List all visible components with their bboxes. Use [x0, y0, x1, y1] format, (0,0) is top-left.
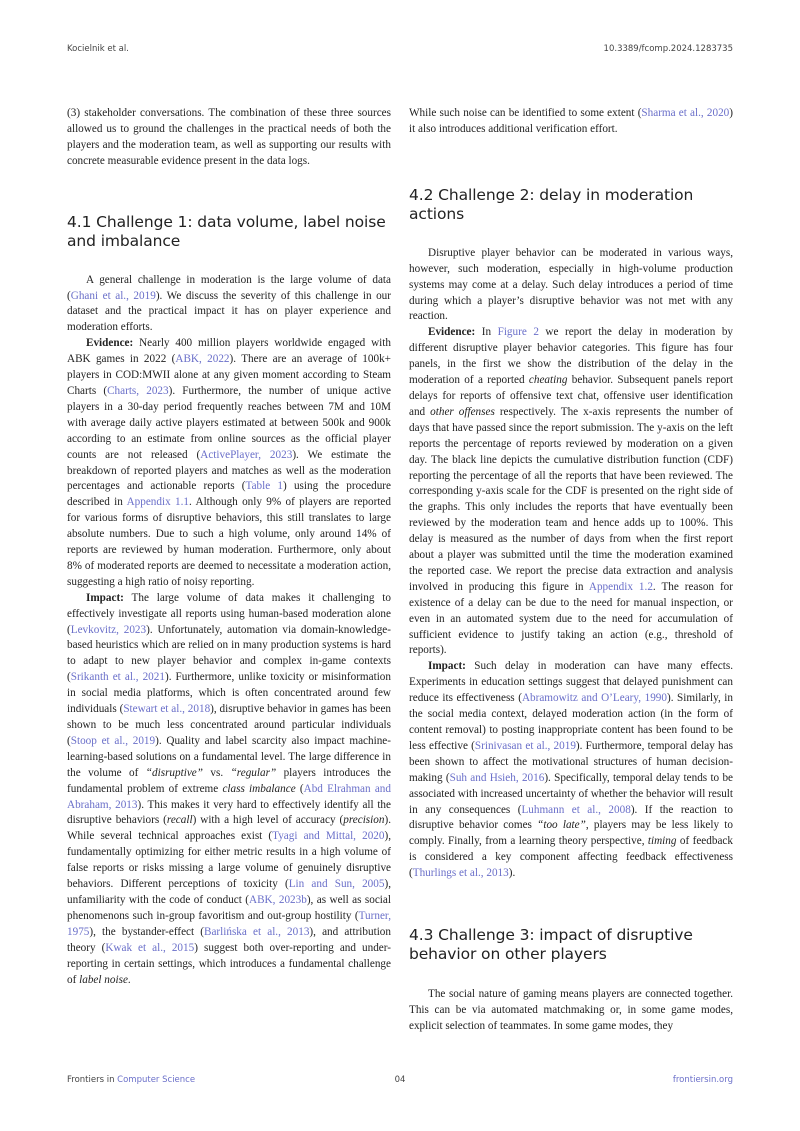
citation-link[interactable]: Luhmann et al., 2008: [521, 803, 631, 816]
citation-link[interactable]: Stewart et al., 2018: [123, 703, 211, 716]
journal-link[interactable]: Computer Science: [117, 1075, 196, 1085]
citation-link[interactable]: Stoop et al., 2019: [70, 734, 156, 747]
page-number: 04: [394, 1075, 406, 1085]
paragraph-impact-1: Impact: The large volume of data makes it challenging to effectively investigate all reports using human-based moderation alone (Levkovitz, 2023). Unfortunately, automation via domain-knowledge-based heuristics which are relied on in many production systems is hard to adapt to new player behavior and complex in-game contexts (Srikanth et al., 2021). Furthermore, unlike toxicity or misinformation in social media platforms, which is often concentrated around few individuals (Stewart et al., 2018), disruptive behavior in games has been shown to be much less concentrated around particular individuals (Stoop et al., 2019). Quality and label scarcity also impact machine-learning-based solutions on a fundamental level. The large difference in the volume of “disruptive” vs. “regular” players introduces the fundamental problem of extreme class imbalance (Abd Elrahman and Abraham, 2013). This makes it very hard to effectively identify all the disruptive behaviors (recall) with a high level of accuracy (precision). While several technical approaches exist (Tyagi and Mittal, 2020), fundamentally optimizing for either metric results in a high volume of false reports or risks missing a large volume of genuinely disruptive behaviors. Different perceptions of toxicity (Lin and Sun, 2005), unfamiliarity with the code of conduct (ABK, 2023b), as well as social phenomenons such in-group favoritism and out-group hostility (Turner, 1975), the bystander-effect (Barlińska et al., 2013), and attribution theory (Kwak et al., 2015) suggest both over-reporting and under-reporting in certain settings, which introduces a fundamental challenge of label noise.: [67, 591, 392, 986]
appendix-link[interactable]: Appendix 1.1: [126, 496, 189, 509]
citation-link[interactable]: Srinivasan et al., 2019: [474, 739, 576, 752]
paragraph-evidence-1: Evidence: Nearly 400 million players worldwide engaged with ABK games in 2022 (ABK, 2022). There are an average of 100k+ players in COD:MWII alone at any given moment according to Steam Charts (Charts, 2023). Furthermore, the number of unique active players in a 30-day period frequently reaches between 7M and 10M with average daily active players estimated at between 500k and 900k according to an estimate from online sources as the official player counts are not released (ActivePlayer, 2023). We estimate the breakdown of reported players and matches as well as the moderation percentages and actionable reports (Table 1) using the procedure described in Appendix 1.1. Although only 9% of players are reported for various forms of disruptive behaviors, this still translates to large absolute numbers. Due to such a high volume, only around 14% of reports are reviewed by human moderation. Furthermore, only about 8% of moderated reports are deemed to necessitate a moderation action, suggesting a high ratio of noisy reporting.: [67, 337, 391, 588]
citation-link[interactable]: Levkovitz, 2023: [70, 623, 147, 636]
section-4-3-title: 4.3 Challenge 3: impact of disruptive behavior on other players: [409, 926, 693, 964]
left-column: [67, 106, 391, 988]
paragraph-delay-intro: Disruptive player behavior can be moderated in various ways, however, such moderation, especially in high-volume production systems may come at a delay. Such delay introduces a period of time during which a player’s disruptive behavior was not met with any reaction.: [409, 246, 733, 323]
citation-link[interactable]: Suh and Hsieh, 2016: [449, 771, 545, 784]
site-link[interactable]: frontiersin.org: [672, 1075, 733, 1085]
citation-link[interactable]: Lin and Sun, 2005: [288, 878, 385, 891]
citation-link[interactable]: Charts, 2023: [107, 384, 169, 397]
continued-paragraph: While such noise can be identified to some extent (Sharma et al., 2020) it also introduces additional verification effort.: [409, 107, 733, 135]
citation-link[interactable]: ABK, 2023b: [249, 893, 307, 906]
right-column: [409, 106, 733, 1035]
citation-link[interactable]: Tyagi and Mittal, 2020: [272, 830, 385, 843]
citation-link[interactable]: Sharma et al., 2020: [641, 107, 730, 119]
citation-link[interactable]: ABK, 2022: [175, 353, 230, 366]
citation-link[interactable]: Abd Elrahman and Abraham, 2013: [67, 782, 391, 811]
paragraph-social-nature: The social nature of gaming means players are connected together. This can be via automated matchmaking or, in some game modes, explicit selection of teammates. In some game modes, they: [409, 988, 733, 1032]
evidence-label: Evidence:: [86, 337, 134, 350]
citation-link[interactable]: Thurlings et al., 2013: [412, 867, 509, 880]
intro-paragraph: (3) stakeholder conversations. The combination of these three sources allowed us to ground the challenges in the practical needs of both the players and the moderation team, as well as supporting our results with concrete measurable evidence present in the data logs.: [67, 107, 391, 167]
citation-link[interactable]: Ghani et al., 2019: [70, 289, 156, 302]
citation-link[interactable]: Kwak et al., 2015: [105, 941, 195, 954]
citation-link[interactable]: ActivePlayer, 2023: [200, 448, 293, 461]
table-link[interactable]: Table 1: [245, 480, 284, 493]
paragraph-impact-2: Impact: Such delay in moderation can have many effects. Experiments in education settings suggest that delayed punishment can reduce its effectiveness (Abramowitz and O’Leary, 1990). Similarly, in the social media context, delayed moderation action (in the form of content removal) to posting inappropriate content has been found to be less effective (Srinivasan et al., 2019). Furthermore, temporal delay has been shown to affect the motivational structures of human decision-making (Suh and Hsieh, 2016). Specifically, temporal delay tends to be associated with increased uncertainty of whether the behavior will result in any consequences (Luhmann et al., 2008). If the reaction to disruptive behavior comes “too late”, players may be less likely to comply. Finally, from a learning theory perspective, timing of feedback is considered a key component affecting feedback effectiveness (Thurlings et al., 2013).: [409, 660, 734, 880]
evidence-label: Evidence:: [428, 326, 476, 339]
citation-link[interactable]: Barlińska et al., 2013: [203, 925, 310, 938]
citation-link[interactable]: Turner, 1975: [67, 909, 391, 938]
footer-journal: Frontiers in Computer Science: [67, 1075, 196, 1085]
section-4-1-title: 4.1 Challenge 1: data volume, label noise and imbalance: [67, 212, 386, 250]
paragraph-evidence-2: Evidence: In Figure 2 we report the delay in moderation by different disruptive player behavior categories. This figure has four panels, in the first we show the distribution of the delay in the moderation of a reported cheating behavior. Subsequent panels report delays for reports of offensive text chat, offensive user identification and other offenses respectively. The x-axis represents the number of days that have passed since the report submission. The y-axis on the left reports the percentage of reports reviewed by moderation on a given day. The black line depicts the cumulative distribution function (CDF) reporting the percentage of all the reports that have been reviewed. The corresponding y-axis scale for the CDF is presented on the right side of the graphs. This only includes the reports that have eventually been reviewed by the moderation team and hence adds up to 100%. This delay is measured as the number of days from when the first report about a player was submitted until the time the moderation examined the reported case. We report the precise data extraction and analysis involved in producing this figure in Appendix 1.2. The reason for existence of a delay can be due to the need for manual inspection, or even in an automated system due to the need for accumulation of sufficient evidence to justify taking an action (e.g., threshold of reports).: [409, 326, 734, 657]
impact-label: Impact:: [428, 660, 466, 673]
citation-link[interactable]: Srikanth et al., 2021: [70, 671, 165, 684]
section-4-2-title: 4.2 Challenge 2: delay in moderation actions: [409, 185, 694, 223]
citation-link[interactable]: Abramowitz and O’Leary, 1990: [521, 692, 667, 705]
figure-link[interactable]: Figure 2: [497, 326, 539, 339]
paragraph-data-volume: A general challenge in moderation is the large volume of data (Ghani et al., 2019). We discuss the severity of this challenge in our dataset and the practical impact it has on player experience and moderation efforts.: [67, 273, 391, 334]
running-header-doi: 10.3389/fcomp.2024.1283735: [603, 44, 733, 54]
running-header-authors: Kocielnik et al.: [67, 44, 129, 54]
impact-label: Impact:: [86, 591, 124, 604]
appendix-link[interactable]: Appendix 1.2: [588, 580, 653, 593]
